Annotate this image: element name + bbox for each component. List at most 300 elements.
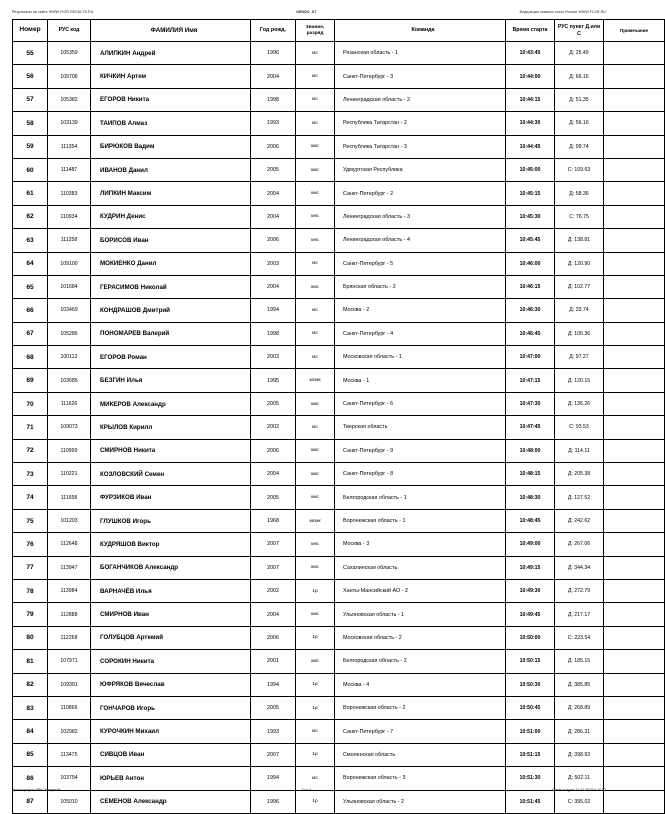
table-row	[13, 158, 665, 181]
athlete-lastname: СМИРНОВ	[100, 447, 132, 455]
cell-rank: кмс	[296, 603, 335, 626]
table-row	[13, 229, 665, 252]
cell-birth-year: 1996	[251, 42, 296, 65]
cell-rus-points: Д: 344.34	[555, 556, 604, 579]
cell-birth-year: 2002	[251, 579, 296, 602]
table-row	[13, 88, 665, 111]
athlete-firstname: Игорь	[132, 517, 151, 525]
cell-start-time: 10:47:30	[506, 392, 555, 415]
athlete-lastname: ЕГОРОВ	[100, 353, 126, 361]
cell-note	[604, 158, 665, 181]
cell-rank: мсмк	[296, 509, 335, 532]
cell-rank: мс	[296, 346, 335, 369]
cell-rus-code: 109706	[48, 65, 91, 88]
cell-rus-points: Д: 120.90	[555, 252, 604, 275]
athlete-firstname: Никита	[127, 96, 150, 104]
cell-start-time: 10:48:45	[506, 509, 555, 532]
cell-team: Санкт-Петербург - 5	[335, 252, 506, 275]
athlete-firstname: Андрей	[132, 49, 156, 57]
cell-rus-points: Д: 114.11	[555, 439, 604, 462]
cell-rus-code: 109073	[48, 416, 91, 439]
cell-team: Москва - 2	[335, 299, 506, 322]
cell-birth-year: 1995	[251, 369, 296, 392]
cell-athlete-name	[91, 392, 251, 415]
cell-start-time: 10:47:45	[506, 416, 555, 439]
cell-rus-code: 110866	[48, 696, 91, 719]
cell-athlete-name	[91, 275, 251, 298]
athlete-firstname: Иван	[136, 494, 152, 502]
athlete-firstname: Семен	[144, 470, 165, 478]
cell-note	[604, 392, 665, 415]
cell-start-time: 10:49:15	[506, 556, 555, 579]
cell-birth-year: 2006	[251, 439, 296, 462]
cell-rus-points: Д: 268.89	[555, 696, 604, 719]
cell-rus-points: Д: 205.38	[555, 463, 604, 486]
cell-athlete-name	[91, 673, 251, 696]
cell-rank: 1р	[296, 673, 335, 696]
cell-athlete-name	[91, 720, 251, 743]
cell-athlete-name	[91, 556, 251, 579]
cell-rank: кмс	[296, 556, 335, 579]
athlete-firstname: Иван	[133, 611, 149, 619]
cell-number: 80	[13, 626, 48, 649]
athlete-lastname: МОКИЕНКО	[100, 260, 136, 268]
cell-note	[604, 463, 665, 486]
athlete-lastname: ГОНЧАРОВ	[100, 704, 135, 712]
athlete-lastname: КОНДРАШОВ	[100, 306, 142, 314]
header-left-text: Результаты на сайте WWW.FIGR-RESULTS.RU	[12, 10, 94, 14]
athlete-firstname: Иван	[128, 751, 145, 759]
table-row	[13, 275, 665, 298]
cell-athlete-name	[91, 579, 251, 602]
cell-number: 70	[13, 392, 48, 415]
athlete-lastname: МИКЕРОВ	[100, 400, 131, 408]
cell-start-time: 10:51:45	[506, 790, 555, 813]
cell-number: 68	[13, 346, 48, 369]
cell-athlete-name	[91, 65, 251, 88]
cell-birth-year: 2003	[251, 346, 296, 369]
cell-athlete-name	[91, 299, 251, 322]
cell-rank: мс	[296, 416, 335, 439]
col-header-number: Номер	[13, 20, 48, 42]
table-row	[13, 673, 665, 696]
athlete-lastname: ЛИПКИН	[100, 190, 126, 198]
cell-birth-year: 1994	[251, 673, 296, 696]
cell-team: Тверская область	[335, 416, 506, 439]
cell-start-time: 10:46:30	[506, 299, 555, 322]
cell-rus-code: 103469	[48, 299, 91, 322]
cell-team: Воронежская область - 3	[335, 767, 506, 790]
cell-rus-points: Д: 398.93	[555, 743, 604, 766]
cell-rank: мс	[296, 720, 335, 743]
athlete-firstname: Александр	[132, 400, 166, 408]
cell-rank: мс	[296, 65, 335, 88]
cell-note	[604, 205, 665, 228]
cell-athlete-name	[91, 650, 251, 673]
athlete-firstname: Дмитрий	[142, 306, 170, 314]
cell-rank: кмс	[296, 158, 335, 181]
page-header	[12, 10, 606, 14]
cell-note	[604, 88, 665, 111]
col-header-start-time: Время старта	[506, 20, 555, 42]
cell-team: Республика Татарстан - 2	[335, 112, 506, 135]
col-header-note: Примечание	[604, 20, 665, 42]
athlete-lastname: КУДРИН	[100, 213, 125, 221]
athlete-firstname: Антон	[125, 774, 144, 782]
cell-birth-year: 2003	[251, 252, 296, 275]
table-row	[13, 346, 665, 369]
cell-start-time: 10:45:30	[506, 205, 555, 228]
cell-rus-points: Д: 502.11	[555, 767, 604, 790]
table-row	[13, 743, 665, 766]
cell-athlete-name	[91, 42, 251, 65]
athlete-lastname: КРЫЛОВ	[100, 423, 128, 431]
cell-rus-code: 113947	[48, 556, 91, 579]
athlete-lastname: ЕГОРОВ	[100, 96, 126, 104]
cell-number: 56	[13, 65, 48, 88]
table-row	[13, 556, 665, 579]
athlete-firstname: Кирилл	[129, 423, 153, 431]
table-row	[13, 416, 665, 439]
cell-number: 77	[13, 556, 48, 579]
cell-birth-year: 2006	[251, 229, 296, 252]
cell-number: 57	[13, 88, 48, 111]
cell-rus-code: 113475	[48, 743, 91, 766]
cell-rank: 1р	[296, 626, 335, 649]
cell-athlete-name	[91, 603, 251, 626]
cell-team: Москва - 3	[335, 533, 506, 556]
cell-rus-code: 105010	[48, 790, 91, 813]
cell-team: Ленинградская область - 4	[335, 229, 506, 252]
athlete-lastname: ЮРЬЕВ	[100, 774, 124, 782]
header-center-text: IDRIOO_ST	[296, 10, 317, 14]
cell-athlete-name	[91, 322, 251, 345]
cell-team: Рязанская область - 1	[335, 42, 506, 65]
cell-rus-points: С: 93.53	[555, 416, 604, 439]
table-row	[13, 650, 665, 673]
cell-team: Санкт-Петербург - 4	[335, 322, 506, 345]
cell-note	[604, 112, 665, 135]
cell-birth-year: 2001	[251, 650, 296, 673]
cell-start-time: 10:49:30	[506, 579, 555, 602]
athlete-firstname: Данил	[137, 260, 157, 268]
cell-team: Воронежская область - 1	[335, 509, 506, 532]
cell-team: Москва - 4	[335, 673, 506, 696]
cell-start-time: 10:44:15	[506, 88, 555, 111]
cell-athlete-name	[91, 509, 251, 532]
athlete-lastname: СИВЦОВ	[100, 751, 128, 759]
athlete-firstname: Денис	[126, 213, 146, 221]
cell-rus-points: Д: 66.16	[555, 65, 604, 88]
athlete-lastname: ВАРНАЧЁВ	[100, 587, 135, 595]
cell-rank: мс	[296, 322, 335, 345]
cell-athlete-name	[91, 626, 251, 649]
cell-start-time: 10:51:30	[506, 767, 555, 790]
cell-birth-year: 2005	[251, 696, 296, 719]
cell-birth-year: 2005	[251, 158, 296, 181]
cell-start-time: 10:43:45	[506, 42, 555, 65]
athlete-lastname: ФУРЗИКОВ	[100, 494, 135, 502]
cell-rank: мс	[296, 252, 335, 275]
cell-team: Ульяновская область - 1	[335, 603, 506, 626]
athlete-lastname: КОЗЛОВСКИЙ	[100, 470, 143, 478]
cell-birth-year: 1968	[251, 509, 296, 532]
athlete-lastname: ПОНОМАРЕВ	[100, 330, 141, 338]
cell-rank: мс	[296, 767, 335, 790]
cell-athlete-name	[91, 767, 251, 790]
cell-team: Москва - 1	[335, 369, 506, 392]
cell-note	[604, 720, 665, 743]
cell-rank: кмс	[296, 182, 335, 205]
cell-number: 61	[13, 182, 48, 205]
athlete-firstname: Александр	[133, 798, 167, 806]
cell-rus-code: 112888	[48, 603, 91, 626]
cell-number: 82	[13, 673, 48, 696]
cell-team: Удмуртская Республика	[335, 158, 506, 181]
table-row	[13, 790, 665, 813]
table-row	[13, 533, 665, 556]
table-row	[13, 369, 665, 392]
cell-rus-points: Д: 58.36	[555, 182, 604, 205]
cell-birth-year: 1993	[251, 112, 296, 135]
cell-note	[604, 322, 665, 345]
cell-rank: кмс	[296, 229, 335, 252]
cell-birth-year: 2004	[251, 603, 296, 626]
cell-rus-points: Д: 136.26	[555, 392, 604, 415]
cell-note	[604, 369, 665, 392]
athlete-lastname: ИВАНОВ	[100, 166, 127, 174]
cell-number: 81	[13, 650, 48, 673]
athlete-lastname: ГЛУШКОВ	[100, 517, 131, 525]
athlete-lastname: БЕЗГИН	[100, 377, 125, 385]
cell-rank: кмс	[296, 486, 335, 509]
cell-rus-code: 101684	[48, 275, 91, 298]
cell-rus-points: Д: 267.06	[555, 533, 604, 556]
table-row	[13, 299, 665, 322]
cell-number: 79	[13, 603, 48, 626]
cell-rank: кмс	[296, 533, 335, 556]
cell-team: Санкт-Петербург - 7	[335, 720, 506, 743]
cell-rus-code: 103139	[48, 112, 91, 135]
cell-rus-code: 103685	[48, 369, 91, 392]
cell-birth-year: 2006	[251, 135, 296, 158]
cell-number: 69	[13, 369, 48, 392]
cell-birth-year: 1993	[251, 720, 296, 743]
cell-note	[604, 579, 665, 602]
cell-number: 62	[13, 205, 48, 228]
col-header-rus-points: РУС пункт Д.или С	[555, 20, 604, 42]
cell-rus-code: 110383	[48, 182, 91, 205]
cell-start-time: 10:46:45	[506, 322, 555, 345]
cell-rus-points: С: 223.54	[555, 626, 604, 649]
cell-number: 75	[13, 509, 48, 532]
cell-note	[604, 135, 665, 158]
cell-rus-code: 110221	[48, 463, 91, 486]
col-header-rank: Звание, разряд	[296, 20, 335, 42]
cell-rus-code: 105286	[48, 322, 91, 345]
cell-number: 59	[13, 135, 48, 158]
cell-athlete-name	[91, 135, 251, 158]
cell-note	[604, 416, 665, 439]
cell-rank: кмс	[296, 392, 335, 415]
col-header-year: Год рожд.	[251, 20, 296, 42]
athlete-firstname: Артем	[127, 73, 147, 81]
cell-rus-points: Д: 272.79	[555, 579, 604, 602]
cell-team: Брянская область - 2	[335, 275, 506, 298]
header-right-text: Федерация лыжных гонок России WWW.FLGR.RU	[519, 10, 606, 14]
athlete-lastname: БИРЮКОВ	[100, 143, 133, 151]
cell-birth-year: 1998	[251, 88, 296, 111]
cell-rus-code: 111487	[48, 158, 91, 181]
cell-start-time: 10:46:00	[506, 252, 555, 275]
cell-team: Воронежская область - 2	[335, 696, 506, 719]
cell-note	[604, 275, 665, 298]
cell-birth-year: 2005	[251, 392, 296, 415]
footer-left-text: Хронография ЛВК "Аверный"	[12, 788, 61, 792]
cell-number: 65	[13, 275, 48, 298]
athlete-firstname: Игорь	[136, 704, 155, 712]
cell-team: Московская область - 2	[335, 626, 506, 649]
page-footer	[12, 788, 606, 792]
cell-rank: кмс	[296, 205, 335, 228]
athlete-lastname: АЛИПКИН	[100, 49, 131, 57]
cell-team: Республика Татарстан - 3	[335, 135, 506, 158]
cell-rus-code: 112268	[48, 626, 91, 649]
cell-note	[604, 743, 665, 766]
cell-number: 74	[13, 486, 48, 509]
cell-athlete-name	[91, 369, 251, 392]
cell-rank: 1р	[296, 579, 335, 602]
footer-right-text: Отчет создан 31.07.2025 в 16:57	[551, 788, 606, 792]
table-row	[13, 182, 665, 205]
cell-note	[604, 182, 665, 205]
cell-start-time: 10:51:15	[506, 743, 555, 766]
cell-number: 71	[13, 416, 48, 439]
cell-number: 83	[13, 696, 48, 719]
cell-birth-year: 1994	[251, 767, 296, 790]
cell-number: 85	[13, 743, 48, 766]
cell-start-time: 10:49:00	[506, 533, 555, 556]
cell-start-time: 10:51:00	[506, 720, 555, 743]
table-row	[13, 696, 665, 719]
cell-start-time: 10:45:15	[506, 182, 555, 205]
athlete-firstname: Валерий	[142, 330, 170, 338]
cell-athlete-name	[91, 229, 251, 252]
cell-birth-year: 2004	[251, 275, 296, 298]
cell-note	[604, 346, 665, 369]
start-list-table	[12, 19, 665, 814]
cell-note	[604, 650, 665, 673]
cell-rus-points: Д: 33.74	[555, 299, 604, 322]
table-row	[13, 42, 665, 65]
cell-athlete-name	[91, 486, 251, 509]
cell-note	[604, 790, 665, 813]
cell-rus-code: 109100	[48, 252, 91, 275]
cell-birth-year: 2002	[251, 416, 296, 439]
cell-rus-points: Д: 217.17	[555, 603, 604, 626]
cell-team: Ханты-Мансийский АО - 2	[335, 579, 506, 602]
table-row	[13, 205, 665, 228]
cell-number: 86	[13, 767, 48, 790]
cell-rus-points: Д: 102.77	[555, 275, 604, 298]
table-row	[13, 767, 665, 790]
cell-team: Санкт-Петербург - 9	[335, 439, 506, 462]
cell-rus-code: 111658	[48, 486, 91, 509]
cell-rus-code: 111354	[48, 135, 91, 158]
athlete-lastname: КУДРЯШОВ	[100, 540, 136, 548]
cell-birth-year: 2004	[251, 65, 296, 88]
cell-note	[604, 65, 665, 88]
cell-note	[604, 767, 665, 790]
table-row	[13, 135, 665, 158]
cell-number: 58	[13, 112, 48, 135]
cell-team: Ульяновская область - 2	[335, 790, 506, 813]
cell-rank: мс	[296, 299, 335, 322]
table-row	[13, 579, 665, 602]
athlete-firstname: Вячеслав	[134, 681, 165, 689]
cell-number: 84	[13, 720, 48, 743]
cell-athlete-name	[91, 205, 251, 228]
athlete-firstname: Никита	[133, 447, 156, 455]
athlete-firstname: Алмаз	[127, 119, 148, 127]
table-row	[13, 439, 665, 462]
cell-start-time: 10:48:30	[506, 486, 555, 509]
cell-rus-code: 101203	[48, 509, 91, 532]
cell-rank: кмс	[296, 650, 335, 673]
athlete-firstname: Илья	[126, 377, 143, 385]
cell-rank: кмс	[296, 463, 335, 486]
cell-number: 76	[13, 533, 48, 556]
cell-start-time: 10:50:45	[506, 696, 555, 719]
cell-rank: мс	[296, 112, 335, 135]
athlete-lastname: СЕМЕНОВ	[100, 798, 132, 806]
cell-number: 64	[13, 252, 48, 275]
cell-start-time: 10:44:00	[506, 65, 555, 88]
athlete-lastname: КИЧКИН	[100, 73, 126, 81]
cell-athlete-name	[91, 158, 251, 181]
table-header	[13, 20, 665, 42]
cell-birth-year: 2004	[251, 463, 296, 486]
cell-rus-points: Д: 51.35	[555, 88, 604, 111]
cell-start-time: 10:50:00	[506, 626, 555, 649]
cell-athlete-name	[91, 88, 251, 111]
cell-team: Московская область - 1	[335, 346, 506, 369]
cell-athlete-name	[91, 743, 251, 766]
cell-athlete-name	[91, 182, 251, 205]
cell-team: Санкт-Петербург - 3	[335, 65, 506, 88]
cell-note	[604, 42, 665, 65]
cell-rus-code: 111626	[48, 392, 91, 415]
cell-team: Ленинградская область - 2	[335, 88, 506, 111]
cell-rus-points: С: 395.02	[555, 790, 604, 813]
table-row	[13, 112, 665, 135]
table-row	[13, 463, 665, 486]
cell-start-time: 10:50:30	[506, 673, 555, 696]
cell-rus-code: 112648	[48, 533, 91, 556]
cell-rus-points: С: 76.75	[555, 205, 604, 228]
cell-team: Санкт-Петербург - 2	[335, 182, 506, 205]
cell-start-time: 10:45:45	[506, 229, 555, 252]
cell-number: 60	[13, 158, 48, 181]
cell-rank: 1р	[296, 743, 335, 766]
athlete-firstname: Данил	[128, 166, 148, 174]
cell-team: Санкт-Петербург - 6	[335, 392, 506, 415]
cell-birth-year: 2006	[251, 626, 296, 649]
athlete-lastname: СМИРНОВ	[100, 611, 132, 619]
col-header-team: Команда	[335, 20, 506, 42]
athlete-firstname: Илья	[135, 587, 152, 595]
cell-start-time: 10:47:15	[506, 369, 555, 392]
